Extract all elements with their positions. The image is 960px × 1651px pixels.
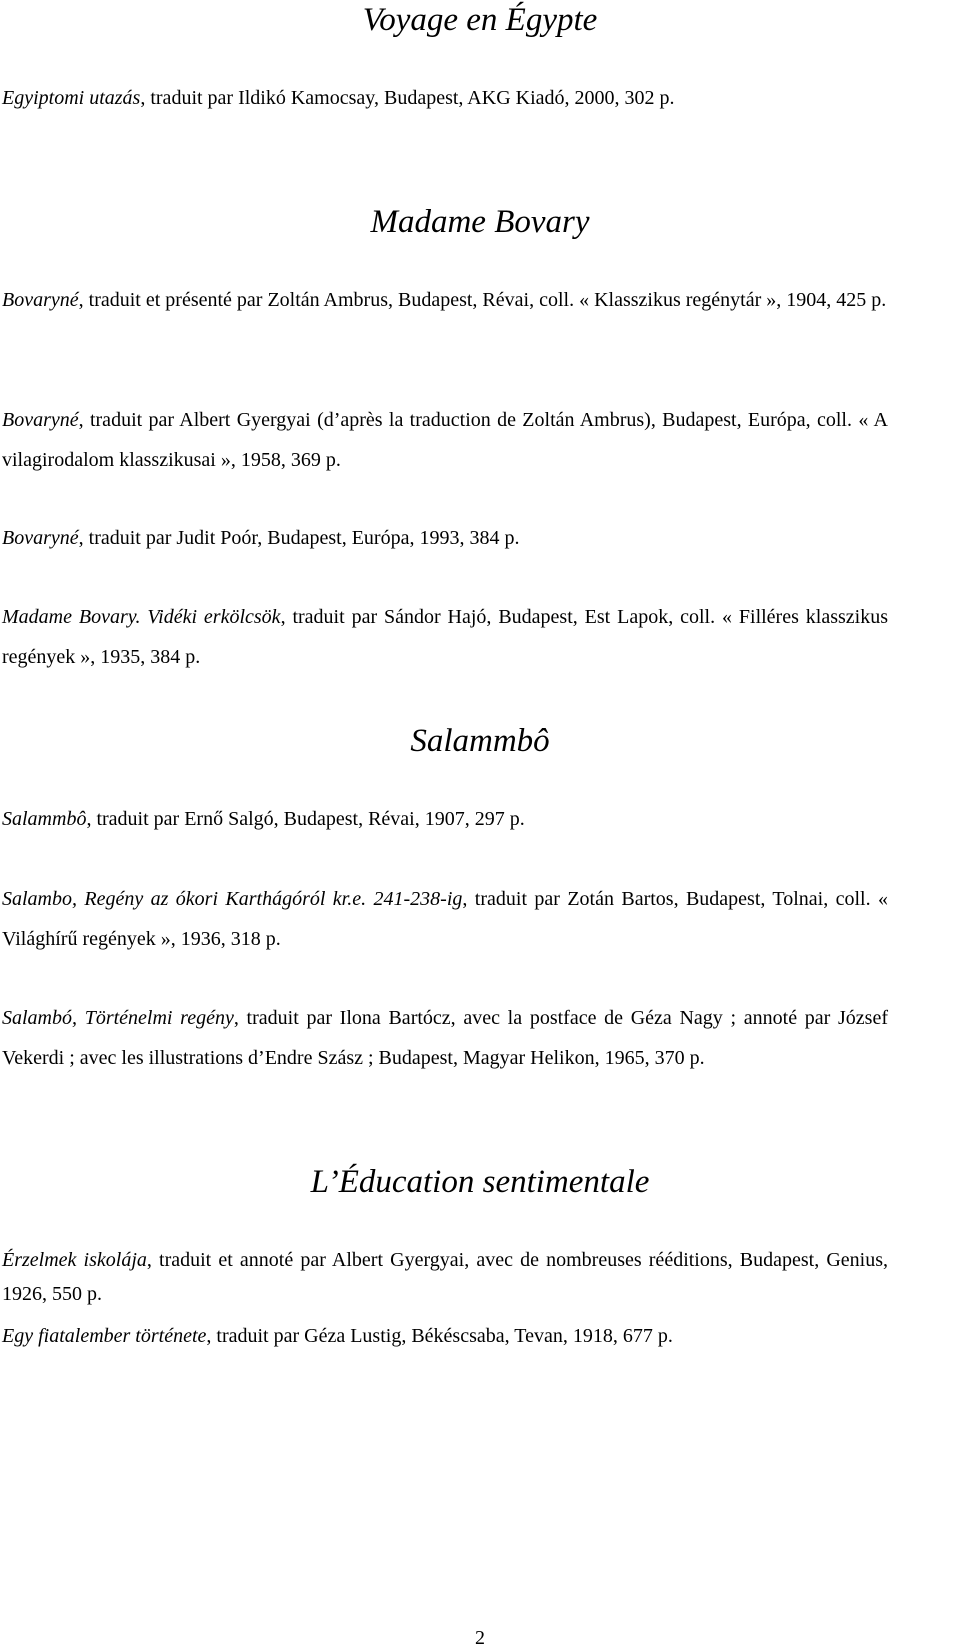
entry-details: , traduit et présenté par Zoltán Ambrus, Budapest, Révai, coll. « Klasszikus regénytár », 1904, 425 p. (78, 289, 887, 311)
entry-details: , traduit et annoté par Albert Gyergyai, avec de nombreuses rééditions, Budapest, Genius, 1926, 550 p. (2, 1249, 888, 1305)
entry-details: , traduit par Géza Lustig, Békéscsaba, Tevan, 1918, 677 p. (206, 1325, 673, 1347)
entry-details: , traduit par Ernő Salgó, Budapest, Révai, 1907, 297 p. (86, 808, 525, 830)
bibliography-entry (2, 1316, 888, 1356)
page-number: 2 (475, 1627, 485, 1649)
bibliography-entry (2, 78, 888, 118)
entry-details: , traduit par Judit Poór, Budapest, Európa, 1993, 384 p. (78, 527, 520, 549)
section-title-education-sentimentale: L’Éducation sentimentale (310, 1164, 650, 1200)
section-title-salammbo: Salammbô (410, 723, 550, 759)
entry-details: , traduit par Albert Gyergyai (d’après la traduction de Zoltán Ambrus), Budapest, Európa, coll. « A vilagirodalom klasszikusai », 1958, 369 p. (2, 409, 888, 471)
bibliography-entry (2, 597, 888, 677)
entry-title: Bovaryné (2, 289, 79, 311)
bibliography-entry (2, 799, 888, 839)
entry-title: Salambo, Regény az ókori Karthágóról kr.e. 241-238-ig (2, 888, 463, 910)
bibliography-entry (2, 400, 888, 480)
entry-title: Bovaryné (2, 409, 79, 431)
entry-title: Salammbô (2, 808, 87, 830)
entry-title: Madame Bovary. Vidéki erkölcsök (2, 606, 281, 628)
entry-title: Salambó, Történelmi regény (2, 1007, 234, 1029)
bibliography-entry (2, 1243, 888, 1311)
bibliography-entry (2, 879, 888, 959)
bibliography-entry (2, 998, 888, 1078)
entry-details: , traduit par Ildikó Kamocsay, Budapest, AKG Kiadó, 2000, 302 p. (140, 87, 675, 109)
bibliography-entry (2, 518, 888, 558)
entry-title: Egyiptomi utazás (2, 87, 141, 109)
entry-details: , traduit par Sándor Hajó, Budapest, Est Lapok, coll. « Filléres klasszikus regények », 1935, 384 p. (2, 606, 888, 668)
entry-title: Érzelmek iskolája (2, 1249, 147, 1271)
section-title-voyage-en-egypte: Voyage en Égypte (362, 2, 598, 38)
entry-title: Egy fiatalember története (2, 1325, 207, 1347)
entry-title: Bovaryné (2, 527, 79, 549)
section-title-madame-bovary: Madame Bovary (370, 204, 590, 240)
bibliography-entry (2, 280, 888, 320)
entry-details: , traduit par Zotán Bartos, Budapest, Tolnai, coll. « Világhírű regények », 1936, 318 p. (2, 888, 888, 950)
entry-details: , traduit par Ilona Bartócz, avec la postface de Géza Nagy ; annoté par József Vekerdi ; avec les illustrations d’Endre Szász ; Budapest, Magyar Helikon, 1965, 370 p. (2, 1007, 888, 1069)
